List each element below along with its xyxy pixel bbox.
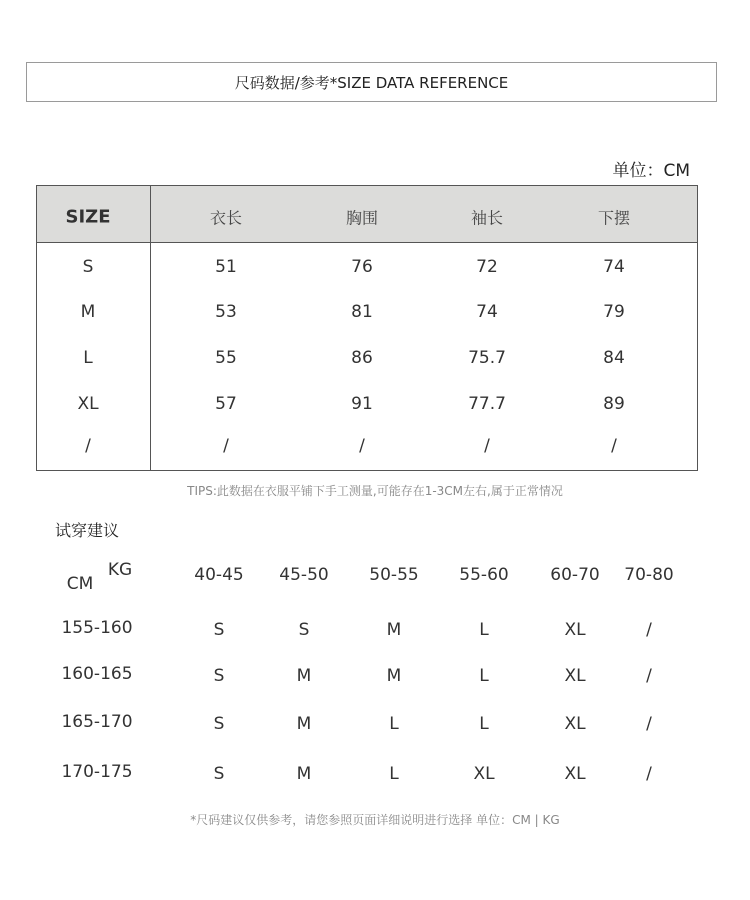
- table-cell: 76: [351, 257, 373, 277]
- fit-cell: M: [386, 620, 402, 640]
- fit-cell: S: [213, 764, 225, 784]
- weight-axis-label: KG: [107, 560, 133, 580]
- unit-label: 单位：CM: [612, 161, 690, 181]
- fit-cell: L: [479, 714, 489, 734]
- table-cell: 55: [215, 348, 237, 368]
- height-range-label: 170-175: [61, 762, 133, 782]
- table-cell: 77.7: [468, 394, 506, 414]
- size-row-label: /: [85, 436, 91, 456]
- table-cell: 84: [603, 348, 625, 368]
- fit-cell: S: [298, 620, 310, 640]
- weight-range-header: 55-60: [459, 565, 509, 585]
- title-text: 尺码数据/参考*SIZE DATA REFERENCE: [234, 73, 509, 92]
- hem-header: 下摆: [597, 208, 631, 228]
- fit-cell: /: [646, 666, 652, 686]
- table-cell: 53: [215, 302, 237, 322]
- fit-cell: XL: [473, 764, 495, 784]
- height-range-label: 165-170: [61, 712, 133, 732]
- length-header: 衣长: [209, 208, 243, 228]
- fit-cell: S: [213, 666, 225, 686]
- table-cell: 75.7: [468, 348, 506, 368]
- size-reference-title: [26, 62, 717, 102]
- table-cell: /: [611, 436, 617, 456]
- table-cell: 57: [215, 394, 237, 414]
- fit-advice-title: 试穿建议: [55, 521, 120, 540]
- weight-range-header: 60-70: [550, 565, 600, 585]
- table-cell: 51: [215, 257, 237, 277]
- fit-cell: XL: [564, 620, 586, 640]
- table-cell: 74: [603, 257, 625, 277]
- height-range-label: 160-165: [61, 664, 133, 684]
- fit-cell: L: [389, 714, 399, 734]
- size-row-label: S: [82, 257, 94, 277]
- fit-cell: S: [213, 620, 225, 640]
- fit-cell: XL: [564, 714, 586, 734]
- height-axis-label: CM: [66, 574, 94, 594]
- weight-range-header: 50-55: [369, 565, 419, 585]
- size-data-table: [36, 185, 698, 471]
- table-cell: 72: [476, 257, 498, 277]
- table-cell: 91: [351, 394, 373, 414]
- fit-cell: L: [479, 666, 489, 686]
- fit-cell: XL: [564, 666, 586, 686]
- fit-cell: M: [296, 714, 312, 734]
- size-row-label: XL: [77, 394, 99, 414]
- table-cell: 86: [351, 348, 373, 368]
- weight-range-header: 45-50: [279, 565, 329, 585]
- height-range-label: 155-160: [61, 618, 133, 638]
- table-cell: 89: [603, 394, 625, 414]
- fit-cell: XL: [564, 764, 586, 784]
- fit-cell: L: [389, 764, 399, 784]
- table-cell: 74: [476, 302, 498, 322]
- table-cell: /: [484, 436, 490, 456]
- weight-range-header: 70-80: [624, 565, 674, 585]
- size-row-label: M: [80, 302, 96, 322]
- sleeve-header: 袖长: [470, 208, 504, 228]
- table-cell: 81: [351, 302, 373, 322]
- table-cell: /: [359, 436, 365, 456]
- fit-cell: M: [386, 666, 402, 686]
- fit-cell: M: [296, 764, 312, 784]
- table-cell: 79: [603, 302, 625, 322]
- fit-cell: M: [296, 666, 312, 686]
- measurement-tips: TIPS:此数据在衣服平铺下手工测量,可能存在1-3CM左右,属于正常情况: [187, 484, 563, 498]
- table-cell: /: [223, 436, 229, 456]
- fit-cell: /: [646, 714, 652, 734]
- column-divider: [150, 186, 151, 470]
- size-row-label: L: [83, 348, 93, 368]
- footnote: *尺码建议仅供参考，请您参照页面详细说明进行选择 单位：CM | KG: [190, 813, 560, 827]
- fit-cell: S: [213, 714, 225, 734]
- fit-cell: L: [479, 620, 489, 640]
- chest-header: 胸围: [345, 208, 379, 228]
- size-header: SIZE: [65, 206, 111, 228]
- fit-cell: /: [646, 764, 652, 784]
- fit-cell: /: [646, 620, 652, 640]
- weight-range-header: 40-45: [194, 565, 244, 585]
